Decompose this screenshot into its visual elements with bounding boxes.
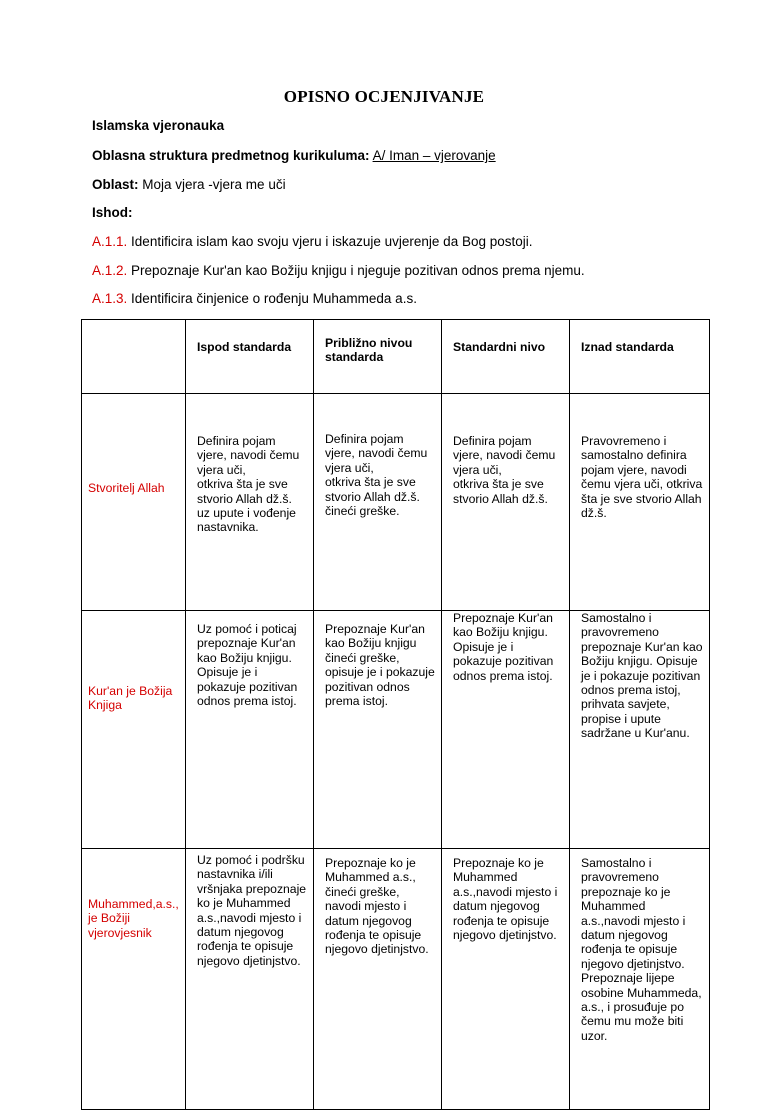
outcome-line: [92, 291, 417, 306]
ishod-label: Ishod:: [92, 205, 133, 220]
row-label: Muhammed,a.s., je Božiji vjerovjesnik: [82, 849, 186, 1110]
outcome-line: [92, 263, 585, 278]
assessment-table: [81, 319, 710, 1110]
table-cell: Definira pojam vjere, navodi čemu vjera uči, otkriva šta je sve stvorio Allah dž.š. uz upute i vođenje nastavnika.: [186, 394, 314, 611]
table-header-row: [82, 320, 710, 394]
header-cell: Standardni nivo: [442, 320, 570, 394]
area-line: [92, 177, 286, 192]
structure-line: [92, 148, 496, 163]
structure-value: A/ Iman – vjerovanje: [372, 148, 496, 163]
table-cell: Samostalno i pravovremeno prepoznaje Kur'an kao Božiju knjigu. Opisuje je i pokazuje pozitivan odnos prema istoj, prihvata savjete, propise i upute sadržane u Kur'anu.: [570, 611, 710, 849]
outcome-code: A.1.1.: [92, 234, 128, 249]
outcome-code: A.1.3.: [92, 291, 128, 306]
outcome-text: Identificira islam kao svoju vjeru i iskazuje uvjerenje da Bog postoji.: [131, 234, 533, 249]
table-row: [82, 611, 710, 849]
subject-line: Islamska vjeronauka: [92, 118, 225, 133]
outcome-code: A.1.2.: [92, 263, 128, 278]
outcome-line: [92, 234, 533, 249]
table-row: [82, 394, 710, 611]
outcome-text: Prepoznaje Kur'an kao Božiju knjigu i njeguje pozitivan odnos prema njemu.: [131, 263, 585, 278]
header-cell: Približno nivou standarda: [314, 320, 442, 394]
row-label: Kur'an je Božija Knjiga: [82, 611, 186, 849]
table-cell: Samostalno i pravovremeno prepoznaje ko je Muhammed a.s.,navodi mjesto i datum njegovog rođenja te opisuje njegovo djetinjstvo. Prepoznaje lijepe osobine Muhammeda, a.s., i prosuđuje po čemu mu može biti uzor.: [570, 849, 710, 1110]
table-corner-cell: [82, 320, 186, 394]
table-cell: Definira pojam vjere, navodi čemu vjera uči, otkriva šta je sve stvorio Allah dž.š.: [442, 394, 570, 611]
row-label: Stvoritelj Allah: [82, 394, 186, 611]
structure-label: Oblasna struktura predmetnog kurikuluma:: [92, 148, 370, 163]
table-cell: Prepoznaje Kur'an kao Božiju knjigu. Opisuje je i pokazuje pozitivan odnos prema istoj.: [442, 611, 570, 849]
table-row: [82, 849, 710, 1110]
table-cell: Pravovremeno i samostalno definira pojam vjere, navodi čemu vjera uči, otkriva šta je sve stvorio Allah dž.š.: [570, 394, 710, 611]
table-cell: Definira pojam vjere, navodi čemu vjera uči, otkriva šta je sve stvorio Allah dž.š. čineći greške.: [314, 394, 442, 611]
area-label: Oblast:: [92, 177, 139, 192]
table-cell: Prepoznaje ko je Muhammed a.s., čineći greške, navodi mjesto i datum njegovog rođenja te opisuje njegovo djetinjstvo.: [314, 849, 442, 1110]
header-cell: Ispod standarda: [186, 320, 314, 394]
outcome-text: Identificira činjenice o rođenju Muhammeda a.s.: [131, 291, 417, 306]
table-cell: Prepoznaje ko je Muhammed a.s.,navodi mjesto i datum njegovog rođenja te opisuje njegovo djetinjstvo.: [442, 849, 570, 1110]
table-cell: Uz pomoć i poticaj prepoznaje Kur'an kao Božiju knjigu. Opisuje je i pokazuje pozitivan odnos prema istoj.: [186, 611, 314, 849]
area-value: Moja vjera -vjera me uči: [142, 177, 286, 192]
table-cell: Prepoznaje Kur'an kao Božiju knjigu čineći greške, opisuje je i pokazuje pozitivan odnos prema istoj.: [314, 611, 442, 849]
page-title: OPISNO OCJENJIVANJE: [283, 87, 485, 106]
table-cell: Uz pomoć i podršku nastavnika i/ili vršnjaka prepoznaje ko je Muhammed a.s.,navodi mjesto i datum njegovog rođenja te opisuje njegovo djetinjstvo.: [186, 849, 314, 1110]
header-cell: Iznad standarda: [570, 320, 710, 394]
